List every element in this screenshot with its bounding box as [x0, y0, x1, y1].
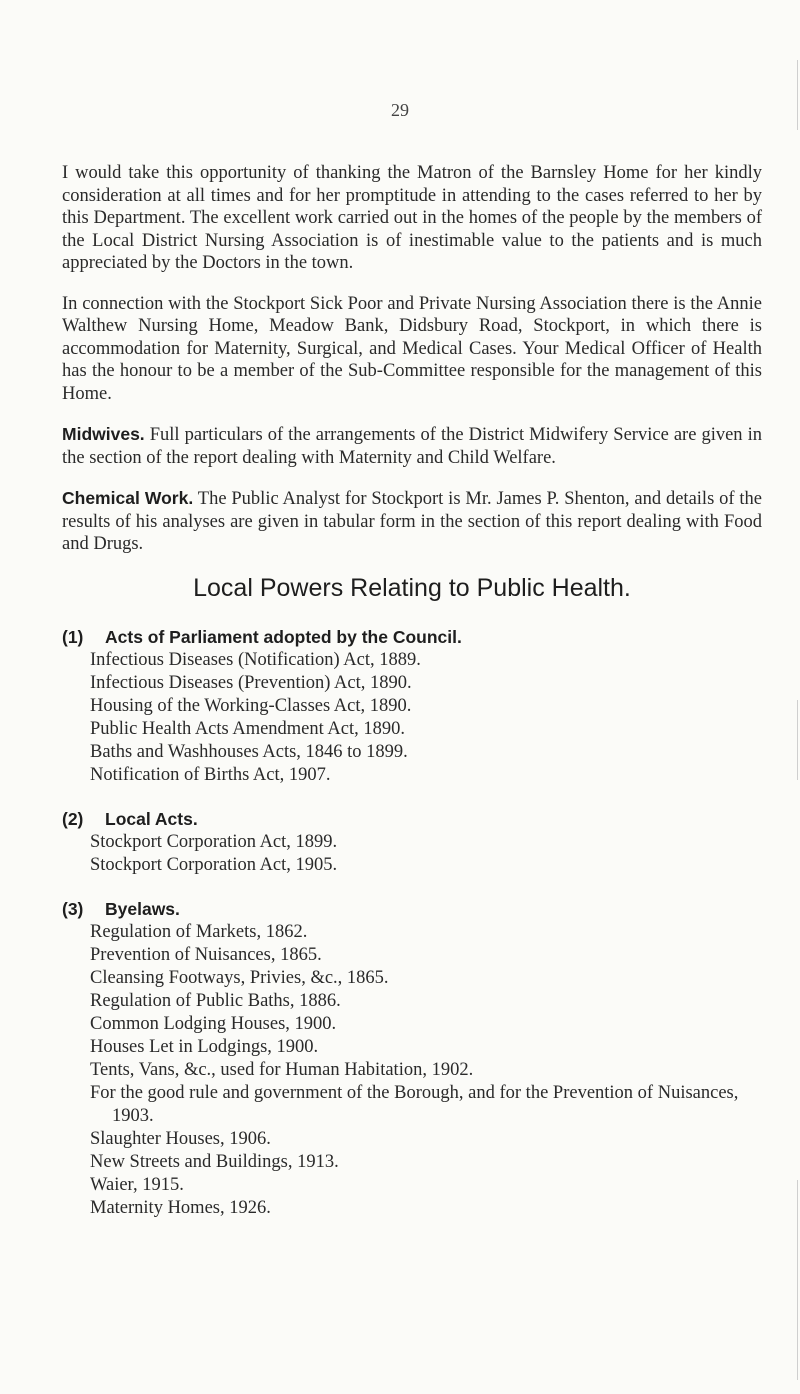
group-number: (3) [62, 898, 84, 919]
list-item: Notification of Births Act, 1907. [90, 764, 331, 785]
group-number: (2) [62, 808, 84, 829]
acts-group [62, 625, 762, 787]
list-item: Houses Let in Lodgings, 1900. [90, 1036, 319, 1057]
midwives-text: Full particulars of the arrangements of the District Midwifery Service are given in the section of the report dealing with Maternity and Child Welfare. [62, 425, 762, 468]
byelaws-list [62, 921, 762, 1220]
list-item: Public Health Acts Amendment Act, 1890. [90, 718, 405, 739]
list-item: New Streets and Buildings, 1913. [90, 1151, 339, 1172]
group-title: Local Acts. [105, 808, 198, 829]
page-edge-mark [797, 1180, 798, 1380]
section-title: Local Powers Relating to Public Health. [193, 573, 631, 602]
byelaws-group [62, 897, 762, 1220]
list-item: Regulation of Public Baths, 1886. [90, 990, 341, 1011]
group-title: Byelaws. [105, 898, 180, 919]
acts-list [62, 649, 762, 787]
midwives-heading: Midwives. [62, 424, 145, 444]
list-item: Regulation of Markets, 1862. [90, 921, 308, 942]
list-item: Infectious Diseases (Prevention) Act, 1890. [90, 672, 412, 693]
local-acts-group [62, 807, 762, 877]
chemical-work-text: The Public Analyst for Stockport is Mr. James P. Shenton, and details of the results of his analyses are given in tabular form in the section of this report dealing with Food and Drugs. [62, 489, 763, 554]
page-number: 29 [391, 100, 409, 120]
stockport-paragraph: In connection with the Stockport Sick Poor and Private Nursing Association there is the Annie Walthew Nursing Home, Meadow Bank, Didsbury Road, Stockport, in which there is accommodation for Maternity, Surgical, and Medical Cases. Your Medical Officer of Health has the honour to be a member of the Sub-Committee responsible for the management of this Home. [62, 293, 762, 404]
list-item: Slaughter Houses, 1906. [90, 1128, 271, 1149]
list-item: For the good rule and government of the Borough, and for the Prevention of Nuisances, 1903. [90, 1082, 739, 1126]
list-item: Baths and Washhouses Acts, 1846 to 1899. [90, 741, 408, 762]
midwives-paragraph [62, 423, 762, 469]
list-item: Stockport Corporation Act, 1899. [90, 831, 338, 852]
group-title: Acts of Parliament adopted by the Council. [105, 626, 462, 647]
barnsley-paragraph: I would take this opportunity of thanking the Matron of the Barnsley Home for her kindly consideration at all times and for her promptitude in attending to the cases referred to her by this Department. The excellent work carried out in the homes of the people by the members of the Local District Nursing Association is of inestimable value to the patients and is much appreciated by the Doctors in the town. [62, 163, 762, 273]
list-item: Common Lodging Houses, 1900. [90, 1013, 337, 1034]
list-item: Housing of the Working-Classes Act, 1890. [90, 695, 412, 716]
group-number: (1) [62, 626, 84, 647]
list-item: Infectious Diseases (Notification) Act, 1889. [90, 649, 421, 670]
chemical-work-heading: Chemical Work. [62, 488, 194, 508]
local-acts-list [62, 831, 762, 877]
list-item: Waier, 1915. [90, 1174, 184, 1195]
page-edge-mark [797, 700, 798, 780]
list-item: Cleansing Footways, Privies, &c., 1865. [90, 967, 389, 988]
list-item: Tents, Vans, &c., used for Human Habitation, 1902. [90, 1059, 474, 1080]
list-item: Stockport Corporation Act, 1905. [90, 854, 338, 875]
list-item: Prevention of Nuisances, 1865. [90, 944, 322, 965]
page-content [62, 162, 762, 1240]
list-item: Maternity Homes, 1926. [90, 1197, 271, 1218]
chemical-work-paragraph [62, 487, 762, 556]
